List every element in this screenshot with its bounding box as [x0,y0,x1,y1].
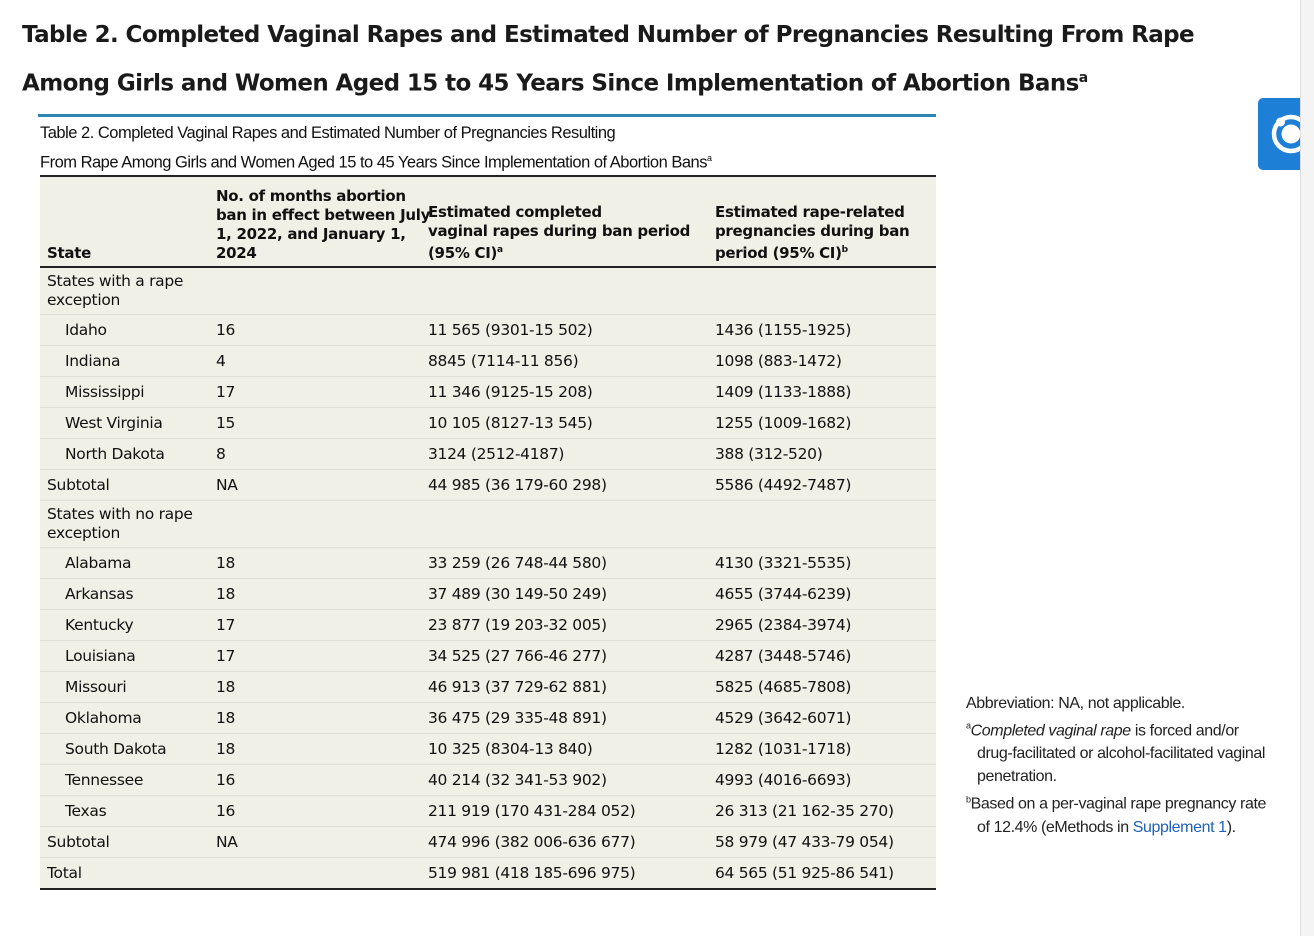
pregnancies-cell: 5586 (4492-7487) [715,476,852,494]
months-cell: 18 [216,554,236,572]
rapes-cell: 474 996 (382 006-636 677) [428,833,636,851]
rapes-cell: 40 214 (32 341-53 902) [428,771,607,789]
state-cell: Mississippi [65,383,145,401]
table-row [40,796,936,827]
state-cell: Texas [65,802,107,820]
table-figure [40,114,936,890]
months-cell: NA [216,833,238,851]
state-cell: Oklahoma [65,709,142,727]
state-cell: Total [47,864,82,882]
pregnancies-cell: 4529 (3642-6071) [715,709,852,727]
state-cell: Kentucky [65,616,134,634]
months-cell: 8 [216,445,226,463]
rapes-cell: 10 105 (8127-13 545) [428,414,593,432]
footnote-b: $^b$Based on a per-vaginal rape pregnancy rate of 12.4% (eMethods in Supplement 1). [966,794,1267,836]
state-cell: South Dakota [65,740,167,758]
table-row [40,734,936,765]
pregnancies-cell: 4993 (4016-6693) [715,771,852,789]
rapes-cell: 10 325 (8304-13 840) [428,740,593,758]
total-row [40,858,936,888]
rapes-cell: 519 981 (418 185-696 975) [428,864,636,882]
rapes-cell: 8845 (7114-11 856) [428,352,579,370]
pregnancies-cell: 4655 (3744-6239) [715,585,852,603]
rapes-cell: 44 985 (36 179-60 298) [428,476,607,494]
rapes-cell: 11 565 (9301-15 502) [428,321,593,339]
rapes-cell: 34 525 (27 766-46 277) [428,647,607,665]
scrollbar[interactable] [1300,0,1314,936]
table-header [40,177,936,268]
pregnancies-cell: 388 (312-520) [715,445,823,463]
rapes-cell: 33 259 (26 748-44 580) [428,554,607,572]
subtotal-row [40,827,936,858]
table-row [40,610,936,641]
caption-line-2: From Rape Among Girls and Women Aged 15 to 45 Years Since Implementation of Abortion Bans$^a$ [40,153,712,172]
pregnancies-cell: 1282 (1031-1718) [715,740,852,758]
rapes-cell: 46 913 (37 729-62 881) [428,678,607,696]
months-cell: 18 [216,585,236,603]
table-row [40,703,936,734]
table-row [40,641,936,672]
months-cell: 17 [216,383,236,401]
table-row [40,346,936,377]
table-row [40,377,936,408]
header-state: State [47,244,91,262]
heading-text: Table 2. Completed Vaginal Rapes and Estimated Number of Pregnancies Resulting From Rape Among Girls and Women Aged 15 to 45 Years Since Implementation of Abortion Bans [22,22,1194,97]
state-cell: Subtotal [47,833,110,851]
table-caption [40,117,936,175]
months-cell: 18 [216,740,236,758]
pregnancies-cell: 1409 (1133-1888) [715,383,852,401]
months-cell: 15 [216,414,236,432]
pregnancies-cell: 5825 (4685-7808) [715,678,852,696]
header-rapes: Estimated completed vaginal rapes during ban period (95% CI)$^a$ [428,203,691,262]
rapes-cell: 11 346 (9125-15 208) [428,383,593,401]
pregnancies-cell: 1436 (1155-1925) [715,321,852,339]
footnote-a: $^a$Completed vaginal rape is forced and/or drug-facilitated or alcohol-facilitated vaginal penetration. [966,721,1266,786]
rapes-cell: 36 475 (29 335-48 891) [428,709,607,727]
group-label-rape-exception: States with a rape exception [47,272,184,309]
group-heading-row [40,268,936,315]
table-footnotes [966,692,1266,839]
state-cell: Missouri [65,678,127,696]
pregnancies-cell: 1098 (883-1472) [715,352,842,370]
pregnancies-cell: 64 565 (51 925-86 541) [715,864,894,882]
table-row [40,439,936,470]
months-cell: NA [216,476,238,494]
months-cell: 17 [216,647,236,665]
months-cell: 16 [216,802,236,820]
pregnancies-cell: 1255 (1009-1682) [715,414,852,432]
data-table [40,175,936,890]
pregnancies-cell: 4130 (3321-5535) [715,554,852,572]
state-cell: Arkansas [65,585,134,603]
state-cell: Idaho [65,321,107,339]
months-cell: 18 [216,678,236,696]
pregnancies-cell: 58 979 (47 433-79 054) [715,833,894,851]
rapes-cell: 3124 (2512-4187) [428,445,565,463]
months-cell: 17 [216,616,236,634]
header-months: No. of months abortion ban in effect between July 1, 2022, and January 1, 2024 [216,187,431,262]
months-cell: 16 [216,771,236,789]
heading-footnote-marker[interactable]: a [1078,70,1088,86]
state-cell: North Dakota [65,445,165,463]
pregnancies-cell: 2965 (2384-3974) [715,616,852,634]
table-row [40,315,936,346]
table-row [40,672,936,703]
state-cell: Indiana [65,352,121,370]
months-cell: 16 [216,321,236,339]
abbreviation-note: Abbreviation: NA, not applicable. [966,695,1185,712]
header-pregnancies: Estimated rape-related pregnancies during ban period (95% CI)$^b$ [715,203,910,262]
group-label-no-rape-exception: States with no rape exception [47,505,193,542]
group-heading-row [40,501,936,548]
state-cell: Subtotal [47,476,110,494]
state-cell: Tennessee [65,771,144,789]
rapes-cell: 37 489 (30 149-50 249) [428,585,607,603]
subtotal-row [40,470,936,501]
table-row [40,765,936,796]
rapes-cell: 23 877 (19 203-32 005) [428,616,607,634]
months-cell: 18 [216,709,236,727]
supplement-link[interactable]: Supplement 1 [1132,818,1227,836]
pregnancies-cell: 26 313 (21 162-35 270) [715,802,894,820]
table-row [40,548,936,579]
table-row [40,579,936,610]
caption-line-1: Table 2. Completed Vaginal Rapes and Estimated Number of Pregnancies Resulting [40,124,616,142]
pregnancies-cell: 4287 (3448-5746) [715,647,852,665]
table-row [40,408,936,439]
state-cell: Louisiana [65,647,136,665]
state-cell: Alabama [65,554,132,572]
page-heading [22,14,1272,106]
months-cell: 4 [216,352,226,370]
rapes-cell: 211 919 (170 431-284 052) [428,802,636,820]
state-cell: West Virginia [65,414,163,432]
